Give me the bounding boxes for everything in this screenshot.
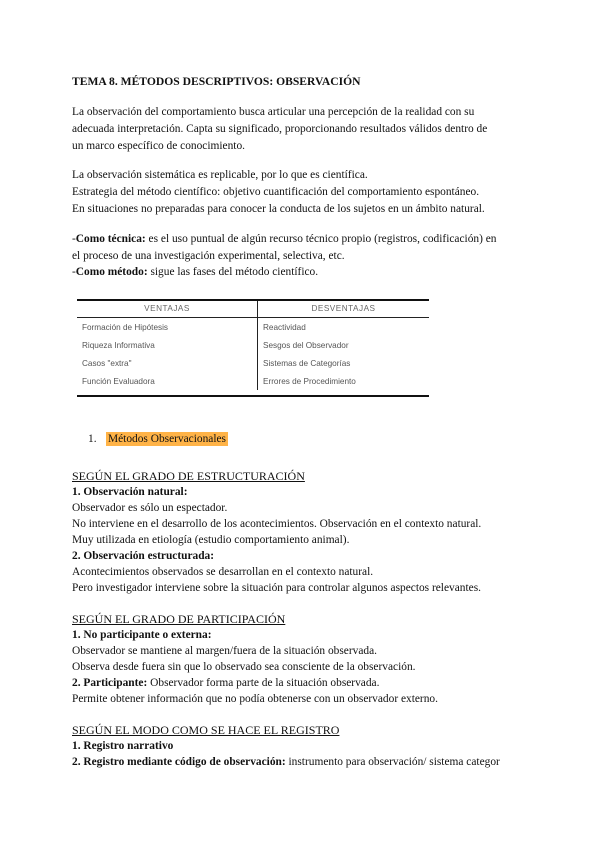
para2-line-1: La observación sistemática es replicable, por lo que es científica. xyxy=(72,169,368,181)
table-cell: Formación de Hipótesis xyxy=(77,318,258,337)
tecnica-line-2: el proceso de una investigación experimental, selectiva, etc. xyxy=(72,250,345,262)
sec2-line-1: Observador se mantiene al margen/fuera de la situación observada. xyxy=(72,645,377,657)
document-title: TEMA 8. MÉTODOS DESCRIPTIVOS: OBSERVACIÓN xyxy=(72,75,361,88)
subheading-observacion-estructurada xyxy=(72,548,214,565)
intro-line-1: La observación del comportamiento busca articular una percepción de la realidad con su xyxy=(72,106,475,118)
subheading-text: 1. No participante o externa: xyxy=(72,629,212,641)
section-heading-participacion: SEGÚN EL GRADO DE PARTICIPACIÓN xyxy=(72,612,286,626)
metodo-prefix: - xyxy=(72,266,76,278)
sec2-line-2: Observa desde fuera sin que lo observado sea consciente de la observación. xyxy=(72,661,416,673)
section-heading-estructuracion: SEGÚN EL GRADO DE ESTRUCTURACIÓN xyxy=(72,469,305,483)
sec2-line-3 xyxy=(72,675,379,692)
table-cell: Casos "extra" xyxy=(77,354,258,372)
tecnica-text-1: es el uso puntual de algún recurso técnico propio (registros, codificación) en xyxy=(145,233,497,245)
table-row xyxy=(77,318,429,337)
table-row xyxy=(77,372,429,390)
registro-codigo-label: 2. Registro mediante código de observación: xyxy=(72,756,286,768)
list-item-metodos-observacionales xyxy=(88,431,228,448)
subheading-observacion-natural xyxy=(72,484,188,501)
para2-line-3: En situaciones no preparadas para conocer la conducta de los sujetos en un ámbito natural. xyxy=(72,203,485,215)
para2-line-2: Estrategia del método científico: objetivo cuantificación del comportamiento espontáneo. xyxy=(72,186,480,198)
tecnica-line-1 xyxy=(72,231,496,248)
participante-label: 2. Participante: xyxy=(72,677,148,689)
subheading-text: 1. Registro narrativo xyxy=(72,740,174,752)
metodo-line xyxy=(72,264,318,281)
subheading-text: 2. Observación estructurada: xyxy=(72,550,215,562)
sec1-line-3: Muy utilizada en etiología (estudio comportamiento animal). xyxy=(72,534,350,546)
table-header-desventajas: DESVENTAJAS xyxy=(258,299,430,318)
highlighted-label: Métodos Observacionales xyxy=(108,433,226,445)
sec1-line-5: Pero investigador interviene sobre la situación para controlar algunos aspectos relevantes. xyxy=(72,582,481,594)
table-cell: Reactividad xyxy=(263,322,306,332)
sec1-line-2: No interviene en el desarrollo de los acontecimientos. Observación en el contexto natural. xyxy=(72,518,482,530)
table-cell: Errores de Procedimiento xyxy=(263,376,356,386)
sec1-line-4: Acontecimientos observados se desarrollan en el contexto natural. xyxy=(72,566,374,578)
table-cell: Riqueza Informativa xyxy=(77,336,258,354)
registro-narrativo xyxy=(72,738,173,755)
subheading-no-participante xyxy=(72,627,212,644)
participante-text: Observador forma parte de la situación observada. xyxy=(147,677,380,689)
table-row xyxy=(77,336,429,354)
list-number: 1. xyxy=(88,433,97,445)
tecnica-label: Como técnica: xyxy=(75,233,146,245)
sec2-line-4: Permite obtener información que no podía obtenerse con un observador externo. xyxy=(72,693,438,705)
tecnica-prefix: - xyxy=(72,233,76,245)
advantages-table xyxy=(77,299,429,390)
registro-codigo-text: instrumento para observación/ sistema categor xyxy=(285,756,500,768)
table-header-ventajas: VENTAJAS xyxy=(77,299,258,318)
metodo-text: sigue las fases del método científico. xyxy=(147,266,319,278)
table-header-row xyxy=(77,299,429,318)
table-cell: Sistemas de Categorías xyxy=(263,358,351,368)
section-heading-registro: SEGÚN EL MODO COMO SE HACE EL REGISTRO xyxy=(72,723,340,737)
registro-codigo xyxy=(72,754,500,771)
subheading-text: 1. Observación natural: xyxy=(72,486,188,498)
intro-line-3: un marco específico de conocimiento. xyxy=(72,140,246,152)
sec1-line-1: Observador es sólo un espectador. xyxy=(72,502,228,514)
table-cell: Sesgos del Observador xyxy=(263,340,349,350)
table-cell: Función Evaluadora xyxy=(77,372,258,390)
intro-line-2: adecuada interpretación. Capta su significado, proporcionando resultados válidos dentro de xyxy=(72,123,488,135)
table-row xyxy=(77,354,429,372)
metodo-label: Como método: xyxy=(75,266,148,278)
